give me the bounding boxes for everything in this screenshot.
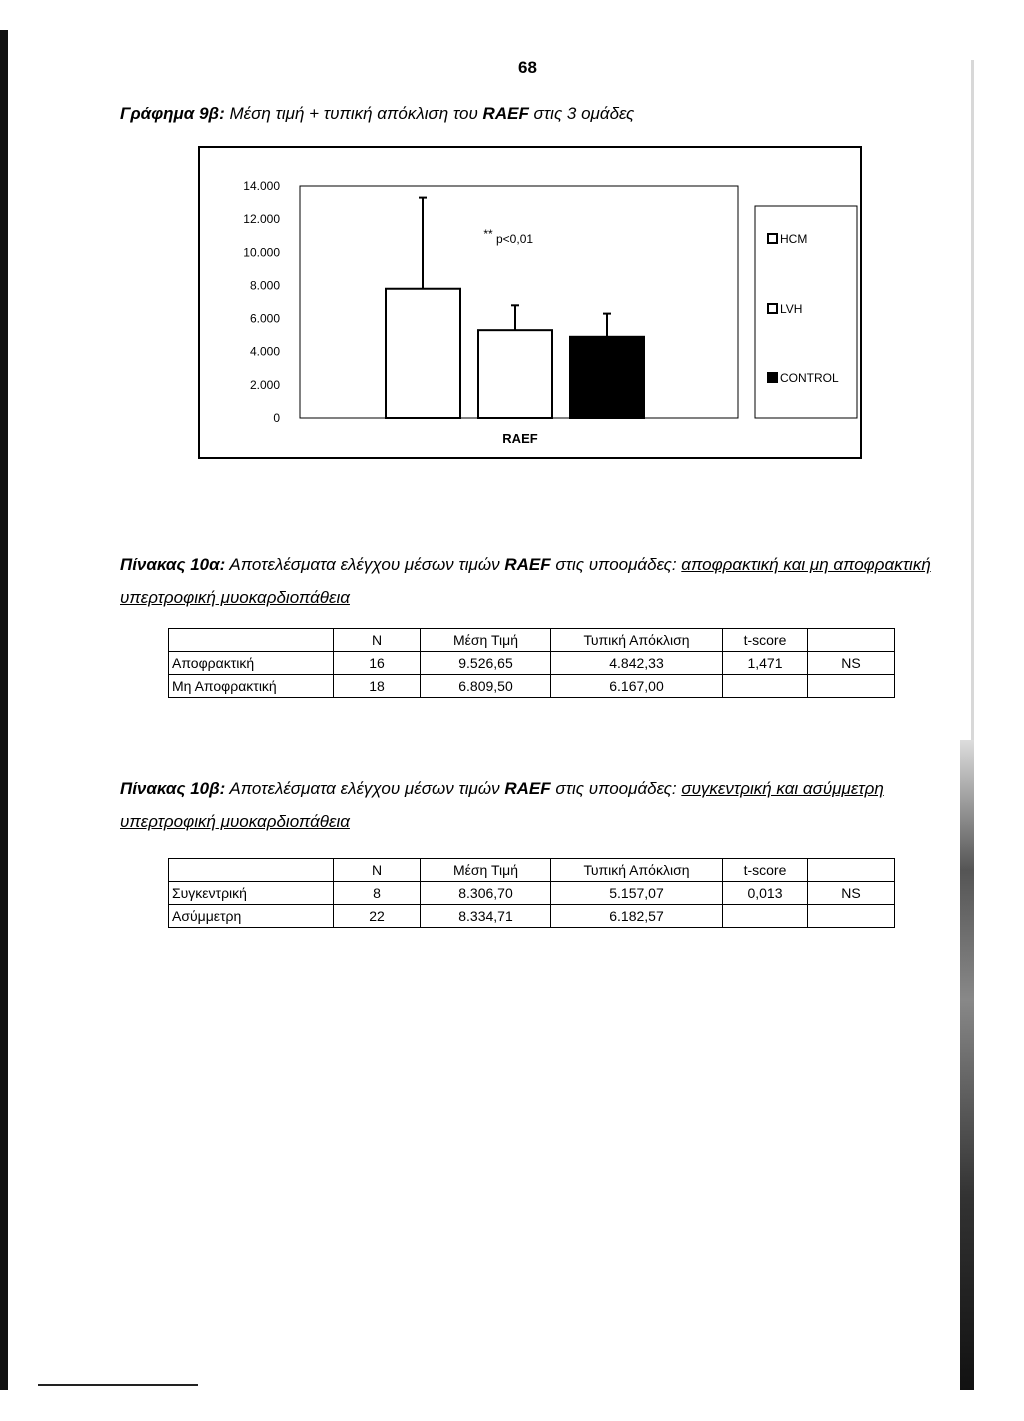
table-10a-caption	[120, 548, 960, 614]
header-cell: Τυπική Απόκλιση	[551, 859, 723, 882]
header-cell	[169, 629, 334, 652]
y-tick-label: 2.000	[249, 377, 280, 392]
legend-swatch-control	[768, 373, 777, 382]
y-tick-label: 12.000	[243, 212, 280, 227]
table-10a-caption-text: Αποτελέσματα ελέγχου μέσων τιμών	[225, 555, 505, 574]
table-cell: 1,471	[723, 652, 808, 675]
table-10b-caption-bold: RAEF	[504, 779, 551, 798]
row-label: Αποφρακτική	[169, 652, 334, 675]
header-cell	[169, 859, 334, 882]
table-cell: 6.167,00	[551, 675, 723, 698]
y-tick-label: 14.000	[243, 179, 280, 193]
table-cell	[723, 675, 808, 698]
scan-edge-left	[0, 30, 8, 1390]
table-cell: 22	[334, 905, 421, 928]
y-tick-label: 0	[273, 411, 280, 425]
chart-caption-bold: RAEF	[482, 104, 529, 123]
row-label: Συγκεντρική	[169, 882, 334, 905]
table-10a	[168, 628, 895, 698]
significance-annotation: p<0,01	[496, 232, 534, 246]
chart-caption-label: Γράφημα 9β:	[120, 104, 225, 123]
table-10a-caption-label: Πίνακας 10α:	[120, 555, 226, 574]
table-cell: 4.842,33	[551, 652, 723, 675]
y-tick-label: 4.000	[249, 344, 280, 359]
table-cell: 9.526,65	[421, 652, 551, 675]
table-cell: 0,013	[723, 882, 808, 905]
header-cell: Μέση Τιμή	[421, 629, 551, 652]
legend-swatch-lvh	[768, 304, 777, 313]
legend-swatch-hcm	[768, 234, 777, 243]
chart-svg	[200, 148, 860, 457]
bar-lvh	[478, 330, 552, 418]
bar-hcm	[386, 289, 460, 418]
table-10a-caption-underlined: αποφρακτική και μη αποφρακτική υπερτροφική μυοκαρδιοπάθεια	[120, 555, 931, 607]
table-cell	[808, 675, 895, 698]
table-row	[169, 675, 895, 698]
table-cell: 6.182,57	[551, 905, 723, 928]
chart	[198, 146, 862, 459]
annotation-stars: **	[483, 227, 493, 241]
table-cell: NS	[808, 652, 895, 675]
header-cell: t-score	[723, 629, 808, 652]
table-10b-caption-underlined: συγκεντρική και ασύμμετρη υπερτροφική μυοκαρδιοπάθεια	[120, 779, 884, 831]
scan-shadow-right	[960, 740, 974, 1390]
table-cell: 18	[334, 675, 421, 698]
header-cell: N	[334, 859, 421, 882]
bar-control	[570, 337, 644, 418]
chart-caption	[120, 104, 634, 124]
table-row	[169, 652, 895, 675]
table-cell	[723, 905, 808, 928]
y-tick-label: 10.000	[243, 245, 280, 260]
legend-label-control: CONTROL	[780, 371, 839, 385]
legend-label-lvh: LVH	[780, 302, 803, 316]
table-row	[169, 882, 895, 905]
legend-label-hcm: HCM	[780, 232, 808, 246]
header-cell: Τυπική Απόκλιση	[551, 629, 723, 652]
chart-caption-text: Μέση τιμή + τυπική απόκλιση του	[224, 104, 483, 123]
table-10b	[168, 858, 895, 928]
table-10a-caption-mid: στις υποομάδες:	[550, 555, 682, 574]
header-cell: t-score	[723, 859, 808, 882]
table-cell: 5.157,07	[551, 882, 723, 905]
table-cell: 16	[334, 652, 421, 675]
table-cell: 6.809,50	[421, 675, 551, 698]
table-cell: 8.334,71	[421, 905, 551, 928]
table-10b-caption-text: Αποτελέσματα ελέγχου μέσων τιμών	[225, 779, 505, 798]
table-cell	[808, 905, 895, 928]
row-label: Ασύμμετρη	[169, 905, 334, 928]
header-cell: Μέση Τιμή	[421, 859, 551, 882]
header-cell	[808, 629, 895, 652]
table-row	[169, 905, 895, 928]
x-axis-label: RAEF	[502, 431, 538, 446]
header-cell	[808, 859, 895, 882]
y-tick-label: 6.000	[249, 311, 280, 326]
row-label: Μη Αποφρακτική	[169, 675, 334, 698]
table-10b-caption	[120, 772, 960, 838]
header-cell: N	[334, 629, 421, 652]
header-row	[169, 629, 895, 652]
page-number: 68	[518, 58, 537, 77]
y-tick-label: 8.000	[249, 278, 280, 293]
table-10a-caption-bold: RAEF	[504, 555, 551, 574]
table-10b-caption-mid: στις υποομάδες:	[550, 779, 682, 798]
table-cell: 8.306,70	[421, 882, 551, 905]
table-cell: 8	[334, 882, 421, 905]
bottom-rule	[38, 1384, 198, 1386]
chart-caption-tail: στις 3 ομάδες	[528, 104, 635, 123]
table-cell: NS	[808, 882, 895, 905]
table-10b-caption-label: Πίνακας 10β:	[120, 779, 226, 798]
header-row	[169, 859, 895, 882]
